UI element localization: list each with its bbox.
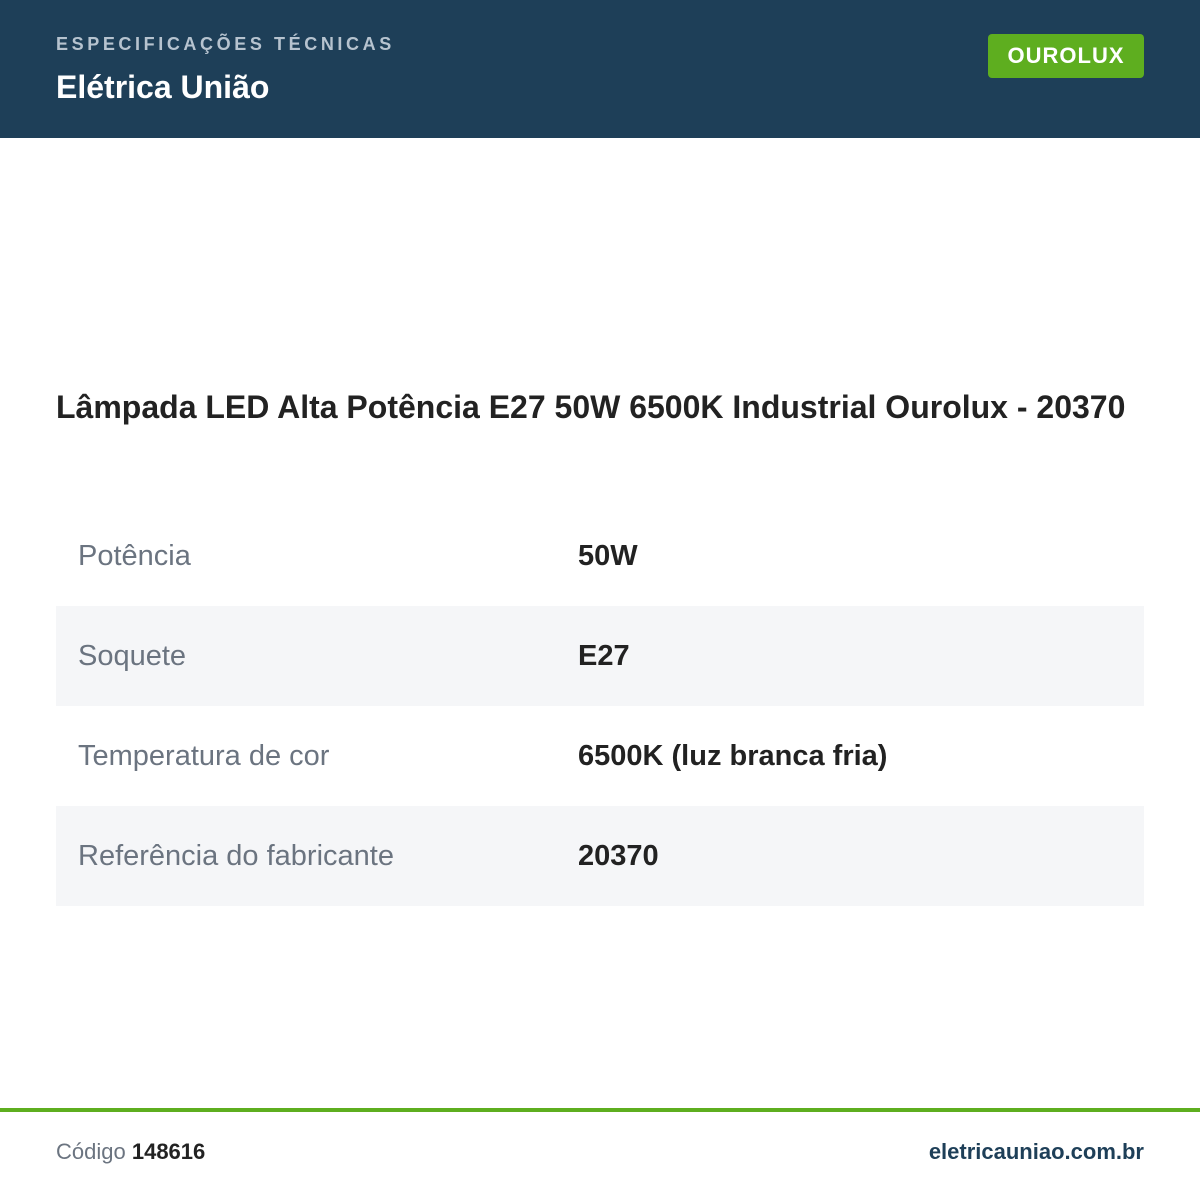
website-link[interactable]: eletricauniao.com.br (928, 1139, 1144, 1164)
product-code-label: Código (56, 1139, 126, 1164)
spec-label: Temperatura de cor (78, 740, 330, 772)
spec-row-soquete (56, 606, 1144, 706)
spec-label: Potência (78, 540, 191, 572)
header-bar (0, 0, 1200, 138)
store-name: Elétrica União (56, 69, 270, 105)
spec-value: 50W (578, 540, 638, 572)
spec-row-potencia (56, 506, 1144, 606)
spec-table (56, 506, 1144, 906)
footer-divider (0, 1108, 1200, 1112)
spec-row-referencia (56, 806, 1144, 906)
spec-value: 20370 (578, 840, 659, 872)
product-code-value: 148616 (131, 1139, 206, 1164)
spec-label: Soquete (78, 640, 187, 672)
brand-badge: OUROLUX (988, 34, 1144, 78)
spec-row-temperatura (56, 706, 1144, 806)
section-eyebrow: ESPECIFICAÇÕES TÉCNICAS (56, 34, 395, 54)
spec-value: 6500K (luz branca fria) (578, 740, 888, 772)
spec-value: E27 (578, 640, 630, 672)
product-code (56, 1138, 205, 1166)
spec-label: Referência do fabricante (78, 840, 394, 872)
product-title: Lâmpada LED Alta Potência E27 50W 6500K Industrial Ourolux - 20370 (56, 389, 1126, 425)
